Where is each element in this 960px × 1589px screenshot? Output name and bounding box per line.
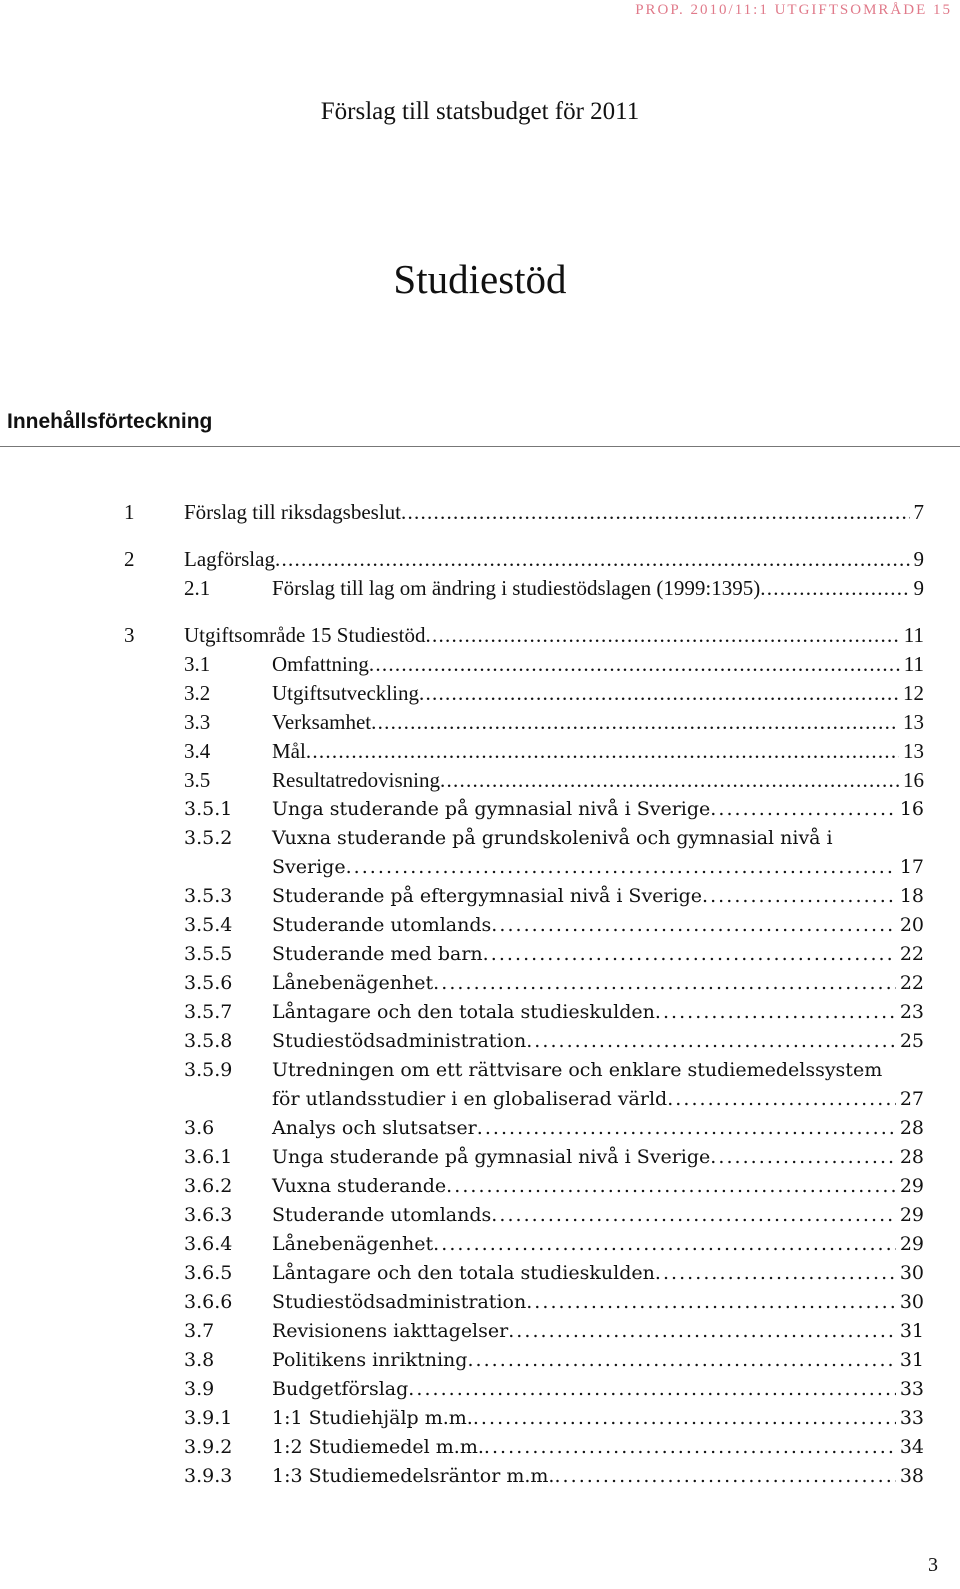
toc-entry-label: Studerande utomlands bbox=[272, 1204, 492, 1226]
toc-entry[interactable] bbox=[0, 708, 960, 737]
toc-entry-label: Utgiftsutveckling bbox=[272, 681, 419, 705]
toc-entry-continuation[interactable] bbox=[0, 1085, 960, 1114]
leader-dots bbox=[446, 1172, 896, 1201]
toc-entry-label: Utredningen om ett rättvisare och enklare studiemedelssystem bbox=[272, 1059, 883, 1081]
leader-dots bbox=[306, 737, 899, 766]
toc-entry-label: Låntagare och den totala studieskulden bbox=[272, 1001, 655, 1023]
toc-entry-number: 3.9.3 bbox=[184, 1465, 233, 1487]
toc-entry-page: 28 bbox=[899, 1117, 924, 1139]
toc-entry[interactable] bbox=[0, 1143, 960, 1172]
toc-entry-page: 13 bbox=[903, 710, 924, 734]
toc-entry[interactable] bbox=[0, 621, 960, 650]
leader-dots bbox=[667, 1085, 896, 1114]
leader-dots bbox=[760, 574, 909, 603]
toc-entry-number: 3.5.4 bbox=[184, 914, 233, 936]
toc-entry-label: 1:1 Studiehjälp m.m. bbox=[272, 1407, 473, 1429]
leader-dots bbox=[554, 1462, 895, 1491]
toc-entry[interactable] bbox=[0, 1317, 960, 1346]
toc-entry-page: 7 bbox=[913, 500, 924, 524]
toc-entry[interactable] bbox=[0, 679, 960, 708]
toc-entry-number: 3.6.3 bbox=[184, 1204, 233, 1226]
toc-entry-number: 3.5.7 bbox=[184, 1001, 233, 1023]
toc-entry-label: Analys och slutsatser bbox=[272, 1117, 477, 1139]
toc-entry-page: 17 bbox=[899, 856, 924, 878]
toc-heading: Innehållsförteckning bbox=[7, 410, 213, 433]
leader-dots bbox=[702, 882, 896, 911]
toc-entry[interactable] bbox=[0, 1201, 960, 1230]
toc-entry-page: 22 bbox=[899, 943, 924, 965]
leader-dots bbox=[425, 621, 899, 650]
toc-entry-label: Lagförslag bbox=[184, 547, 275, 571]
toc-entry-label: Lånebenägenhet bbox=[272, 1233, 434, 1255]
toc-entry-number: 1 bbox=[124, 500, 135, 524]
toc-entry-label: Studiestödsadministration bbox=[272, 1030, 527, 1052]
toc-entry-page: 16 bbox=[903, 768, 924, 792]
toc-entry[interactable] bbox=[0, 498, 960, 527]
toc-entry-page: 30 bbox=[899, 1291, 924, 1313]
toc-entry-page: 33 bbox=[899, 1407, 924, 1429]
toc-entry-number: 3.6.6 bbox=[184, 1291, 233, 1313]
toc-entry-page: 29 bbox=[899, 1233, 924, 1255]
toc-entry-page: 34 bbox=[899, 1436, 924, 1458]
leader-dots bbox=[491, 1201, 896, 1230]
toc-entry[interactable] bbox=[0, 650, 960, 679]
toc-entry-page: 33 bbox=[899, 1378, 924, 1400]
toc-entry-number: 2.1 bbox=[184, 576, 211, 600]
toc-entry-number: 3.9 bbox=[184, 1378, 215, 1400]
toc-entry[interactable] bbox=[0, 940, 960, 969]
toc-entry[interactable] bbox=[0, 1172, 960, 1201]
leader-dots bbox=[346, 853, 896, 882]
toc-entry-label: Vuxna studerande bbox=[272, 1175, 447, 1197]
toc-entry[interactable] bbox=[0, 969, 960, 998]
toc-entry-number: 2 bbox=[124, 547, 135, 571]
toc-entry-page: 31 bbox=[899, 1349, 924, 1371]
toc-entry-number: 3.3 bbox=[184, 710, 211, 734]
toc-entry-number: 3.6 bbox=[184, 1117, 215, 1139]
toc-entry-page: 28 bbox=[899, 1146, 924, 1168]
toc-entry[interactable] bbox=[0, 911, 960, 940]
leader-dots bbox=[371, 708, 899, 737]
toc-entry-number: 3.9.2 bbox=[184, 1436, 233, 1458]
toc-entry-number: 3.5.5 bbox=[184, 943, 233, 965]
toc-entry[interactable] bbox=[0, 766, 960, 795]
toc-entry-number: 3.6.2 bbox=[184, 1175, 233, 1197]
divider bbox=[0, 446, 960, 447]
toc-entry[interactable] bbox=[0, 1433, 960, 1462]
toc-entry-page: 9 bbox=[913, 576, 924, 600]
leader-dots bbox=[484, 1433, 896, 1462]
toc-entry-page: 16 bbox=[899, 798, 924, 820]
toc-entry[interactable] bbox=[0, 882, 960, 911]
leader-dots bbox=[433, 969, 896, 998]
toc-entry-page: 20 bbox=[899, 914, 924, 936]
toc-entry-page: 22 bbox=[899, 972, 924, 994]
leader-dots bbox=[369, 650, 900, 679]
page-number: 3 bbox=[928, 1554, 938, 1576]
leader-dots bbox=[526, 1288, 896, 1317]
toc-entry-number: 3.7 bbox=[184, 1320, 215, 1342]
toc-entry-number: 3.6.1 bbox=[184, 1146, 233, 1168]
toc-entry[interactable] bbox=[0, 1288, 960, 1317]
toc-entry-label: Studerande med barn bbox=[272, 943, 483, 965]
leader-dots bbox=[433, 1230, 896, 1259]
toc-entry-label: Omfattning bbox=[272, 652, 369, 676]
toc-entry[interactable] bbox=[0, 1346, 960, 1375]
toc-entry-page: 11 bbox=[903, 623, 924, 647]
toc-entry-continuation[interactable] bbox=[0, 853, 960, 882]
page-title: Studiestöd bbox=[393, 256, 567, 302]
toc-entry-label: Unga studerande på gymnasial nivå i Sverige bbox=[272, 798, 711, 820]
toc-entry-page: 9 bbox=[913, 547, 924, 571]
table-of-contents bbox=[0, 498, 960, 1491]
toc-entry-label: Utgiftsområde 15 Studiestöd bbox=[184, 623, 426, 647]
toc-entry-label: Resultatredovisning bbox=[272, 768, 440, 792]
toc-entry[interactable] bbox=[0, 737, 960, 766]
leader-dots bbox=[419, 679, 899, 708]
toc-entry-label: Förslag till lag om ändring i studiestödslagen (1999:1395) bbox=[272, 576, 761, 600]
toc-entry-page: 29 bbox=[899, 1175, 924, 1197]
toc-entry-label: Politikens inriktning bbox=[272, 1349, 468, 1371]
toc-entry-number: 3.5.6 bbox=[184, 972, 233, 994]
toc-entry-page: 31 bbox=[899, 1320, 924, 1342]
toc-entry[interactable] bbox=[0, 1114, 960, 1143]
leader-dots bbox=[477, 1114, 896, 1143]
toc-entry-label: Unga studerande på gymnasial nivå i Sverige bbox=[272, 1146, 711, 1168]
toc-entry-number: 3.5.9 bbox=[184, 1059, 233, 1081]
toc-entry-page: 29 bbox=[899, 1204, 924, 1226]
toc-entry[interactable] bbox=[0, 1375, 960, 1404]
leader-dots bbox=[467, 1346, 895, 1375]
leader-dots bbox=[275, 545, 910, 574]
toc-entry[interactable] bbox=[0, 1230, 960, 1259]
toc-entry[interactable] bbox=[0, 545, 960, 574]
toc-entry-label-cont: för utlandsstudier i en globaliserad värld bbox=[272, 1088, 668, 1110]
toc-entry-number: 3.5.2 bbox=[184, 827, 233, 849]
toc-entry-page: 12 bbox=[903, 681, 924, 705]
toc-entry-page: 18 bbox=[899, 885, 924, 907]
toc-entry[interactable] bbox=[0, 1404, 960, 1433]
toc-entry-label: Studiestödsadministration bbox=[272, 1291, 527, 1313]
toc-entry[interactable] bbox=[0, 1027, 960, 1056]
toc-entry[interactable] bbox=[0, 1462, 960, 1491]
toc-entry-number: 3.9.1 bbox=[184, 1407, 233, 1429]
toc-entry-number: 3.5.3 bbox=[184, 885, 233, 907]
toc-entry-number: 3.6.4 bbox=[184, 1233, 233, 1255]
leader-dots bbox=[526, 1027, 896, 1056]
toc-entry-page: 27 bbox=[899, 1088, 924, 1110]
toc-entry[interactable] bbox=[0, 795, 960, 824]
toc-entry-number: 3.1 bbox=[184, 652, 211, 676]
toc-entry-label: Lånebenägenhet bbox=[272, 972, 434, 994]
toc-entry-page: 11 bbox=[903, 652, 924, 676]
toc-entry-number: 3.8 bbox=[184, 1349, 215, 1371]
toc-entry-label: Revisionens iakttagelser bbox=[272, 1320, 509, 1342]
toc-entry-number: 3 bbox=[124, 623, 135, 647]
toc-entry-label: 1:3 Studiemedelsräntor m.m. bbox=[272, 1465, 555, 1487]
toc-entry[interactable] bbox=[0, 1259, 960, 1288]
toc-entry[interactable] bbox=[0, 824, 960, 853]
toc-entry-page: 30 bbox=[899, 1262, 924, 1284]
toc-entry-page: 25 bbox=[899, 1030, 924, 1052]
leader-dots bbox=[440, 766, 899, 795]
toc-entry-number: 3.5.1 bbox=[184, 798, 233, 820]
toc-entry-number: 3.4 bbox=[184, 739, 211, 763]
toc-entry-label: Studerande på eftergymnasial nivå i Sverige bbox=[272, 885, 702, 907]
toc-entry-number: 3.2 bbox=[184, 681, 211, 705]
toc-entry-page: 38 bbox=[899, 1465, 924, 1487]
leader-dots bbox=[710, 1143, 896, 1172]
toc-entry[interactable] bbox=[0, 1056, 960, 1085]
leader-dots bbox=[655, 998, 896, 1027]
toc-entry-label: Studerande utomlands bbox=[272, 914, 492, 936]
toc-entry-number: 3.5.8 bbox=[184, 1030, 233, 1052]
toc-entry-number: 3.5 bbox=[184, 768, 211, 792]
toc-entry-page: 13 bbox=[903, 739, 924, 763]
leader-dots bbox=[491, 911, 896, 940]
leader-dots bbox=[710, 795, 896, 824]
toc-entry-label: Förslag till riksdagsbeslut bbox=[184, 500, 401, 524]
leader-dots bbox=[508, 1317, 896, 1346]
toc-entry-number: 3.6.5 bbox=[184, 1262, 233, 1284]
leader-dots bbox=[655, 1259, 896, 1288]
toc-entry-label: Vuxna studerande på grundskolenivå och gymnasial nivå i bbox=[272, 827, 833, 849]
pre-title: Förslag till statsbudget för 2011 bbox=[320, 98, 640, 125]
toc-entry-label: Låntagare och den totala studieskulden bbox=[272, 1262, 655, 1284]
leader-dots bbox=[401, 498, 910, 527]
leader-dots bbox=[408, 1375, 896, 1404]
toc-entry[interactable] bbox=[0, 998, 960, 1027]
toc-entry[interactable] bbox=[0, 574, 960, 603]
toc-entry-page: 23 bbox=[899, 1001, 924, 1023]
toc-entry-label-cont: Sverige bbox=[272, 856, 346, 878]
leader-dots bbox=[483, 940, 896, 969]
running-header: PROP. 2010/11:1 UTGIFTSOMRÅDE 15 bbox=[635, 2, 952, 18]
toc-entry-label: Mål bbox=[272, 739, 306, 763]
toc-entry-label: 1:2 Studiemedel m.m. bbox=[272, 1436, 484, 1458]
toc-entry-label: Budgetförslag bbox=[272, 1378, 409, 1400]
toc-entry-label: Verksamhet bbox=[272, 710, 372, 734]
leader-dots bbox=[473, 1404, 896, 1433]
